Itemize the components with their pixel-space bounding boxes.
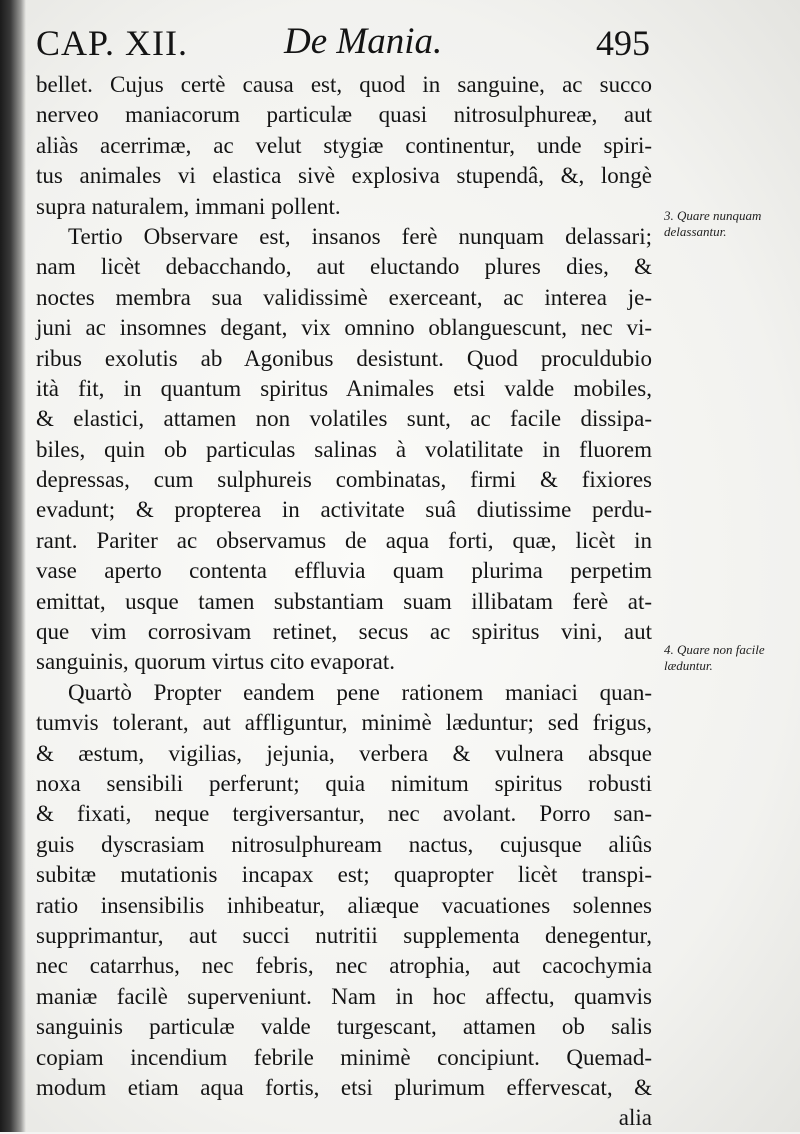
text-line: depressas, cum sulphureis combinatas, firmi & fixiores [36, 467, 652, 493]
text-line: aliàs acerrimæ, ac velut stygiæ continentur, unde spiri- [36, 132, 652, 158]
page-header [36, 18, 656, 70]
text-line: vase aperto contenta effluvia quam plurima perpetim [36, 558, 652, 584]
margin-note-4: 4. Quare non facile læduntur. [664, 642, 765, 673]
text-line: modum etiam aqua fortis, etsi plurimum effervescat, & [36, 1074, 652, 1100]
text-line: nam licèt debacchando, aut eluctando plures dies, & [36, 254, 652, 280]
text-line: ribus exolutis ab Agonibus desistunt. Quod proculdubio [36, 345, 652, 371]
text-line: juni ac insomnes degant, vix omnino oblanguescunt, nec vi- [36, 315, 652, 341]
text-line: supra naturalem, immani pollent. [36, 193, 341, 219]
chapter-label: CAP. XII. [36, 23, 189, 63]
page-number: 495 [596, 23, 650, 63]
text-line: copiam incendium febrile minimè concipiunt. Quemad- [36, 1044, 652, 1070]
text-line: sanguinis, quorum virtus cito evaporat. [36, 649, 395, 675]
body-text [36, 70, 652, 1134]
text-line: & æstum, vigilias, jejunia, verbera & vulnera absque [36, 740, 652, 766]
catchword: alia [618, 1105, 652, 1131]
text-line: supprimantur, aut succi nutritii supplementa denegentur, [36, 922, 652, 948]
text-line: bellet. Cujus certè causa est, quod in sanguine, ac succo [36, 72, 652, 97]
book-spine-shadow [0, 0, 26, 1132]
running-title: De Mania. [284, 21, 443, 62]
text-line: evadunt; & propterea in activitate suâ diutissime perdu- [36, 497, 652, 523]
text-line: rant. Pariter ac observamus de aqua forti, quæ, licèt in [36, 527, 652, 553]
text-line: biles, quin ob particulas salinas à volatilitate in fluorem [36, 436, 652, 462]
text-line: guis dyscrasiam nitrosulphuream nactus, cujusque aliûs [36, 831, 652, 857]
text-line: ratio insensibilis inhibeatur, aliæque vacuationes solennes [36, 892, 652, 918]
text-line: que vim corrosivam retinet, secus ac spiritus vini, aut [36, 619, 652, 645]
text-line: & elastici, attamen non volatiles sunt, ac facile dissipa- [36, 406, 652, 432]
text-line: nec catarrhus, nec febris, nec atrophia, aut cacochymia [36, 953, 652, 979]
text-line: maniæ facilè superveniunt. Nam in hoc affectu, quamvis [36, 983, 652, 1009]
text-line: nerveo maniacorum particulæ quasi nitrosulphureæ, aut [36, 102, 652, 128]
text-line: noxa sensibili perferunt; quia nimitum spiritus robusti [36, 770, 652, 796]
text-line: tumvis tolerant, aut affliguntur, minimè læduntur; sed frigus, [36, 710, 652, 736]
text-line: ità fit, in quantum spiritus Animales etsi valde mobiles, [36, 375, 652, 401]
text-line: noctes membra sua validissimè exerceant, ac interea je- [36, 284, 652, 310]
text-line: emittat, usque tamen substantiam suam illibatam ferè at- [36, 588, 652, 614]
margin-note-3: 3. Quare nunquam delassantur. [664, 208, 762, 239]
text-line: subitæ mutationis incapax est; quapropter licèt transpi- [36, 862, 652, 888]
text-line: & fixati, neque tergiversantur, nec avolant. Porro san- [36, 801, 652, 827]
text-line: Tertio Observare est, insanos ferè nunquam delassari; [68, 223, 652, 249]
text-line: tus animales vi elastica sivè explosiva stupendâ, &, longè [36, 163, 652, 189]
text-line: sanguinis particulæ valde turgescant, attamen ob salis [36, 1014, 652, 1040]
text-line: Quartò Propter eandem pene rationem maniaci quan- [68, 679, 652, 705]
